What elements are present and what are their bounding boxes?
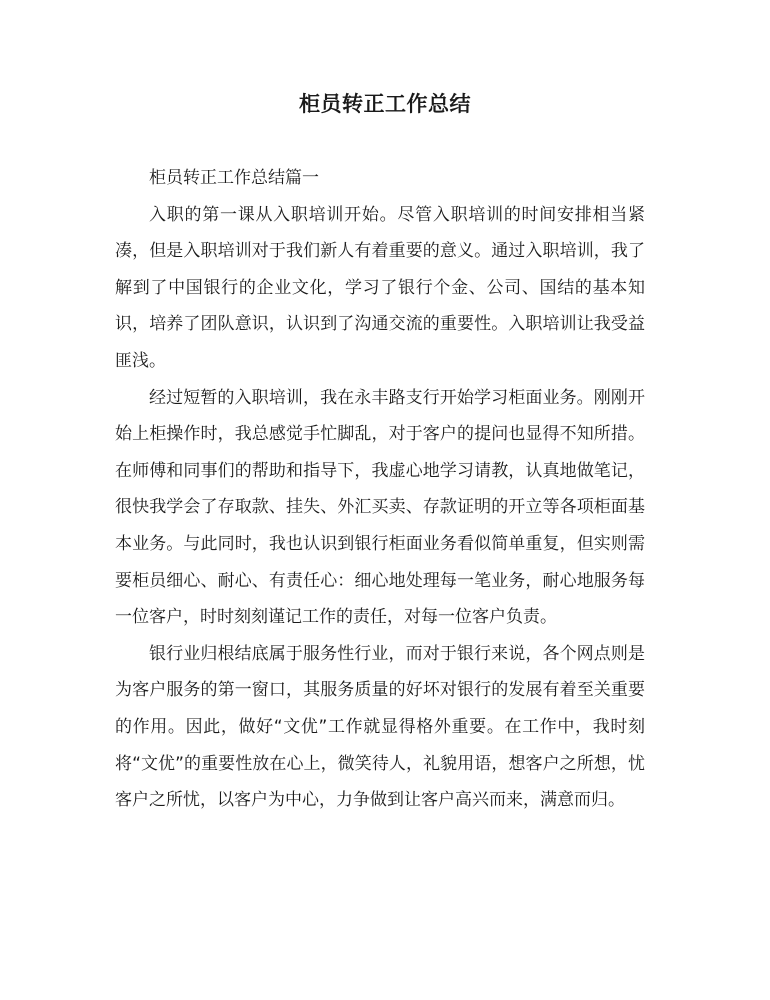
document-body <box>115 160 645 819</box>
document-title: 柜员转正工作总结 <box>299 92 471 116</box>
paragraph-2: 经过短暂的入职培训，我在永丰路支行开始学习柜面业务。刚刚开始上柜操作时，我总感觉手忙脚乱，对于客户的提问也显得不知所措。在师傅和同事们的帮助和指导下，我虚心地学习请教，认真地做笔记，很快我学会了存取款、挂失、外汇买卖、存款证明的开立等各项柜面基本业务。与此同时，我也认识到银行柜面业务看似简单重复，但实则需要柜员细心、耐心、有责任心：细心地处理每一笔业务，耐心地服务每一位客户，时时刻刻谨记工作的责任，对每一位客户负责。 <box>115 387 645 628</box>
section-heading: 柜员转正工作总结篇一 <box>149 168 319 188</box>
paragraph-1: 入职的第一课从入职培训开始。尽管入职培训的时间安排相当紧凑，但是入职培训对于我们新人有着重要的意义。通过入职培训，我了解到了中国银行的企业文化，学习了银行个金、公司、国结的基本知识，培养了团队意识，认识到了沟通交流的重要性。入职培训让我受益匪浅。 <box>115 204 645 371</box>
paragraph-3: 银行业归根结底属于服务性行业，而对于银行来说，各个网点则是为客户服务的第一窗口，其服务质量的好坏对银行的发展有着至关重要的作用。因此，做好“文优”工作就显得格外重要。在工作中，我时刻将“文优”的重要性放在心上，微笑待人，礼貌用语，想客户之所想，忧客户之所忧，以客户为中心，力争做到让客户高兴而来，满意而归。 <box>115 643 645 811</box>
